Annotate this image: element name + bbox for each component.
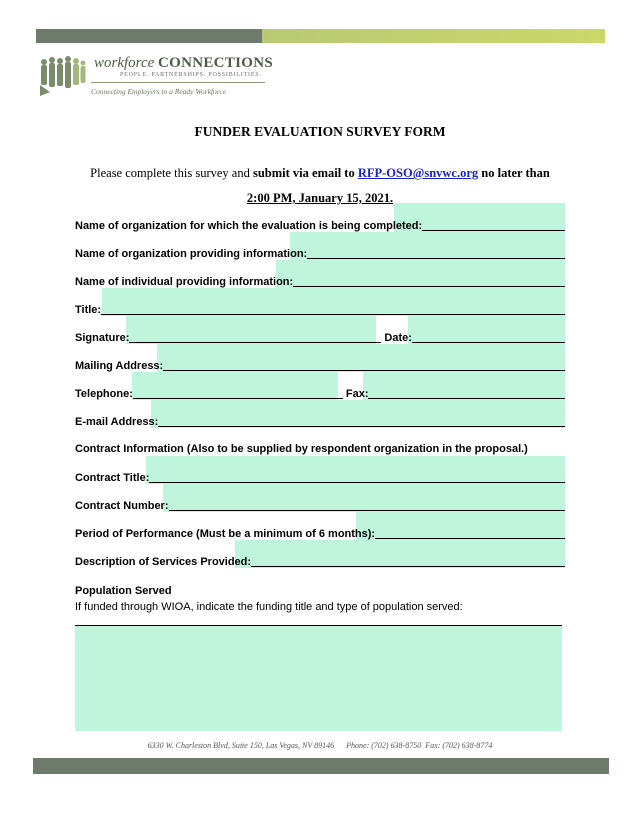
header-bar-dark-segment <box>36 29 262 43</box>
contract-title-label: Contract Title: <box>75 472 150 484</box>
submission-email-link[interactable]: RFP-OSO@snvwc.org <box>357 166 479 180</box>
form-title: FUNDER EVALUATION SURVEY FORM <box>194 124 446 139</box>
individual-row <box>75 274 565 288</box>
workforce-connections-logo <box>38 52 274 100</box>
title-row <box>75 302 565 316</box>
telephone-fax-row <box>75 386 565 400</box>
footer-fax: Fax: (702) 638-8774 <box>425 741 493 750</box>
date-label: Date: <box>384 332 412 344</box>
org-providing-row <box>75 246 565 260</box>
footer-contact <box>0 741 640 750</box>
deadline-text: 2:00 PM, January 15, 2021. <box>246 191 394 205</box>
contract-info-heading: Contract Information (Also to be supplied by respondent organization in the proposal.) <box>75 443 528 455</box>
org-evaluated-label: Name of organization for which the evaluation is being completed: <box>75 220 423 232</box>
header-color-bar <box>36 29 605 43</box>
footer-address: 6330 W. Charleston Blvd, Suite 150, Las Vegas, NV 89146 <box>147 741 335 750</box>
header-bar-light-segment <box>262 29 605 43</box>
population-instructions: If funded through WIOA, indicate the funding title and type of population served: <box>75 601 463 613</box>
population-top-line <box>75 625 562 626</box>
brand-slogan: Connecting Employers to a Ready Workforce <box>91 87 227 96</box>
population-served-textarea[interactable] <box>75 626 562 731</box>
contract-number-row <box>75 498 565 512</box>
intro-line: Please complete this survey and submit via email to RFP-OSO@snvwc.org no later than <box>90 166 550 180</box>
period-row <box>75 526 565 540</box>
mailing-label: Mailing Address: <box>75 360 164 372</box>
telephone-label: Telephone: <box>75 388 133 400</box>
email-row <box>75 414 565 428</box>
brand-name: workforce CONNECTIONS <box>94 55 274 71</box>
description-label: Description of Services Provided: <box>75 556 252 568</box>
mailing-row <box>75 358 565 372</box>
email-label: E-mail Address: <box>75 416 159 428</box>
description-row <box>75 554 565 568</box>
footer-phone: Phone: (702) 638-8750 <box>346 741 422 750</box>
title-label: Title: <box>75 304 102 316</box>
fax-label: Fax: <box>345 388 369 400</box>
org-evaluated-row <box>75 218 565 232</box>
people-silhouette-icon <box>38 52 98 100</box>
brand-tagline: PEOPLE. PARTNERSHIPS. POSSIBILITIES. <box>120 72 262 78</box>
contract-number-label: Contract Number: <box>75 500 169 512</box>
population-heading: Population Served <box>75 585 172 597</box>
individual-label: Name of individual providing information: <box>75 276 294 288</box>
footer-color-bar <box>33 758 609 774</box>
logo-divider <box>91 82 265 83</box>
signature-date-row <box>75 330 565 344</box>
org-providing-label: Name of organization providing information: <box>75 248 308 260</box>
signature-label: Signature: <box>75 332 130 344</box>
period-label: Period of Performance (Must be a minimum of 6 months): <box>75 528 376 540</box>
contract-title-row <box>75 470 565 484</box>
